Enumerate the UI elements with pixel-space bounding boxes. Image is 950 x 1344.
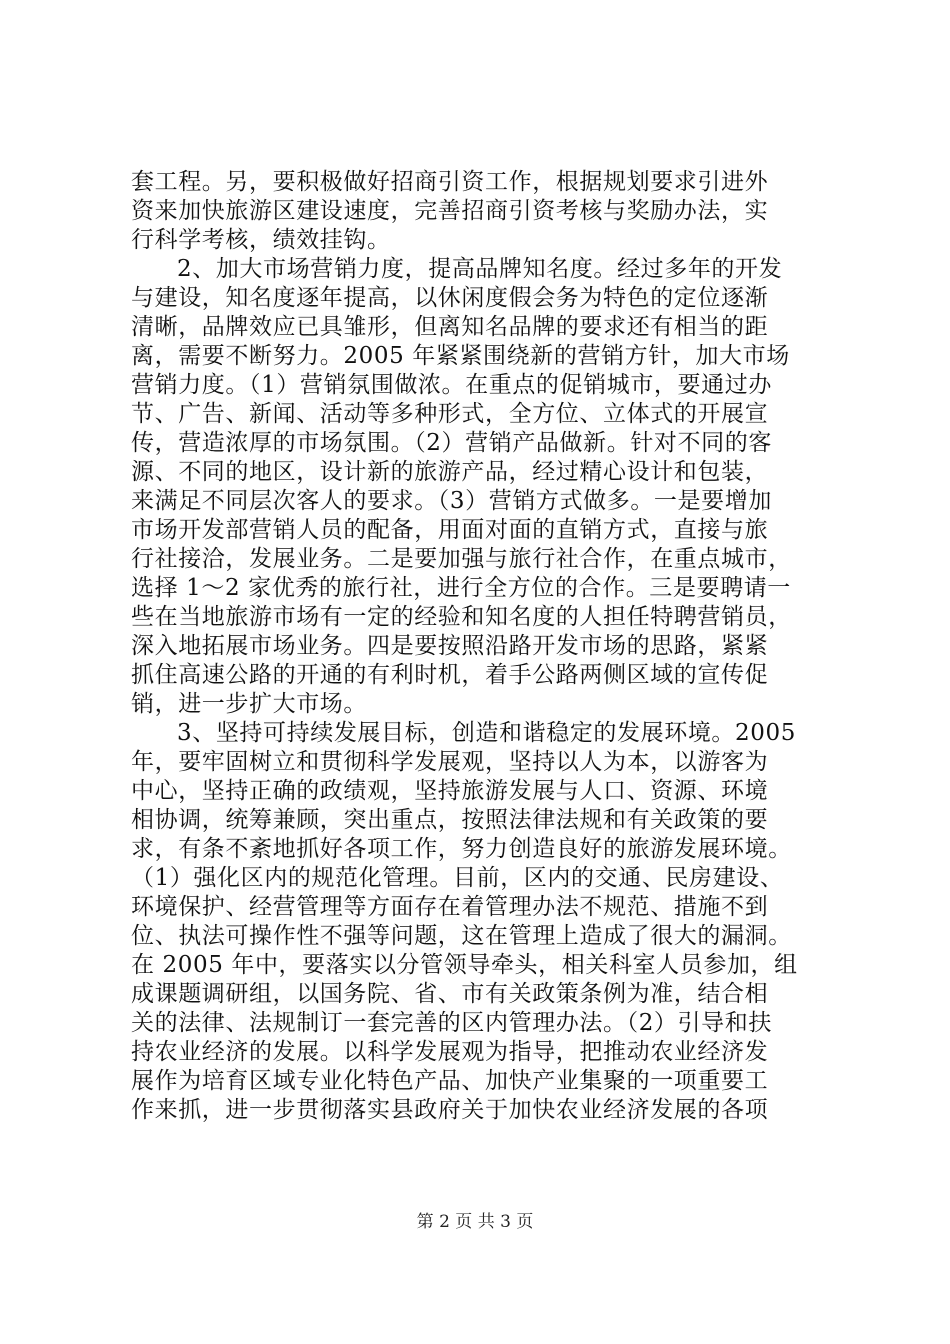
text-line: 年，要牢固树立和贯彻科学发展观，坚持以人为本，以游客为 [131,749,769,775]
text-line: 深入地拓展市场业务。四是要按照沿路开发市场的思路，紧紧 [131,633,769,659]
text-line: 中心，坚持正确的政绩观，坚持旅游发展与人口、资源、环境 [131,778,769,804]
text-line: 环境保护、经营管理等方面存在着管理办法不规范、措施不到 [131,894,769,920]
text-line: 持农业经济的发展。以科学发展观为指导，把推动农业经济发 [131,1039,769,1065]
text-line: （1）强化区内的规范化管理。目前，区内的交通、民房建设、 [131,865,784,891]
text-line: 与建设，知名度逐年提高，以休闲度假会务为特色的定位逐渐 [131,285,769,311]
text-line: 销，进一步扩大市场。 [131,691,367,717]
text-line: 在 2005 年中，要落实以分管领导牵头，相关科室人员参加，组 [131,952,798,978]
text-line: 清晰，品牌效应已具雏形，但离知名品牌的要求还有相当的距 [131,314,769,340]
paragraph-first-line: 3、坚持可持续发展目标，创造和谐稳定的发展环境。2005 [177,720,796,746]
text-line: 离，需要不断努力。2005 年紧紧围绕新的营销方针，加大市场 [131,343,790,369]
text-line: 行社接洽，发展业务。二是要加强与旅行社合作，在重点城市， [131,546,792,572]
text-line: 源、不同的地区，设计新的旅游产品，经过精心设计和包装， [131,459,769,485]
text-line: 营销力度。（1）营销氛围做浓。在重点的促销城市，要通过办 [131,372,772,398]
text-line: 关的法律、法规制订一套完善的区内管理办法。（2）引导和扶 [131,1010,772,1036]
document-body [131,168,831,1125]
text-line: 行科学考核，绩效挂钩。 [131,227,391,253]
text-line: 选择 1～2 家优秀的旅行社，进行全方位的合作。三是要聘请一 [131,575,791,601]
text-line: 位、执法可操作性不强等问题，这在管理上造成了很大的漏洞。 [131,923,792,949]
text-line: 展作为培育区域专业化特色产品、加快产业集聚的一项重要工 [131,1068,769,1094]
paragraph-first-line: 2、加大市场营销力度，提高品牌知名度。经过多年的开发 [177,256,783,282]
text-line: 资来加快旅游区建设速度，完善招商引资考核与奖励办法，实 [131,198,769,224]
text-line: 套工程。另，要积极做好招商引资工作，根据规划要求引进外 [131,169,769,195]
text-line: 传，营造浓厚的市场氛围。（2）营销产品做新。针对不同的客 [131,430,772,456]
text-line: 求，有条不紊地抓好各项工作，努力创造良好的旅游发展环境。 [131,836,792,862]
text-line: 来满足不同层次客人的要求。（3）营销方式做多。一是要增加 [131,488,772,514]
text-line: 些在当地旅游市场有一定的经验和知名度的人担任特聘营销员， [131,604,792,630]
text-line: 相协调，统筹兼顾，突出重点，按照法律法规和有关政策的要 [131,807,769,833]
text-line: 作来抓，进一步贯彻落实县政府关于加快农业经济发展的各项 [131,1097,769,1123]
text-line: 抓住高速公路的开通的有利时机，着手公路两侧区域的宣传促 [131,662,769,688]
text-line: 节、广告、新闻、活动等多种形式，全方位、立体式的开展宣 [131,401,769,427]
text-line: 成课题调研组，以国务院、省、市有关政策条例为准，结合相 [131,981,769,1007]
page-number-footer: 第 2 页 共 3 页 [416,1212,534,1232]
text-line: 市场开发部营销人员的配备，用面对面的直销方式，直接与旅 [131,517,769,543]
